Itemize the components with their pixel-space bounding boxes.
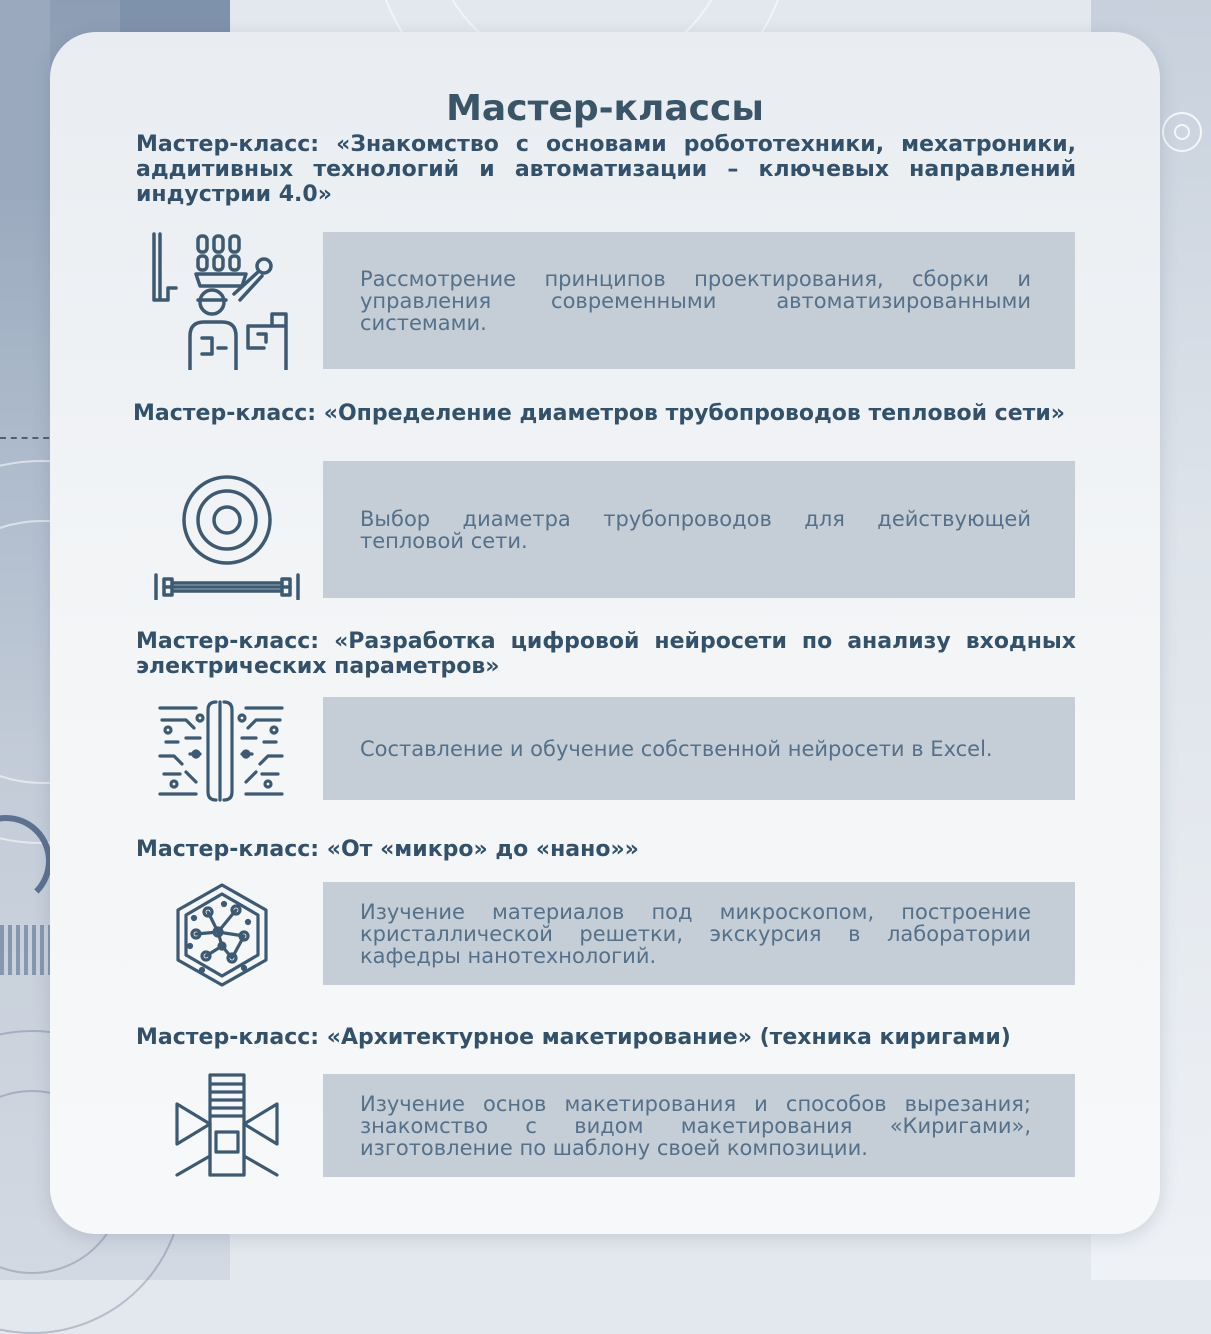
location-pin-icon [1162,112,1202,152]
section-description-box [323,461,1075,598]
page-title: Мастер-классы [446,88,764,129]
section-description-box [323,882,1075,985]
hexagon-network-icon [174,882,270,988]
pipe-cross-section-icon [150,475,305,600]
section-description: Рассмотрение принципов проектирования, сборки и управления современными автоматизированными системами. [360,266,1031,335]
background-block [0,0,50,200]
kirigami-tower-icon [174,1072,280,1178]
master-classes-card [50,32,1160,1234]
section-description: Изучение основ макетирования и способов вырезания; знакомство с видом макетирования «Киригами», изготовление по шаблону своей композиции. [360,1091,1031,1160]
background-grille [0,925,50,975]
section-heading-micro-nano: Мастер-класс: «От «микро» до «нано»» [136,837,639,862]
section-description: Выбор диаметра трубопроводов для действующей тепловой сети. [360,506,1031,553]
section-heading-robotics: Мастер-класс: «Знакомство с основами робототехники, мехатроники, аддитивных технологий и автоматизации – ключевых направлений индустрии 4.0» [136,132,1076,207]
background-block [120,0,230,32]
section-heading-neural-network: Мастер-класс: «Разработка цифровой нейросети по анализу входных электрических параметров» [136,629,1076,679]
section-description-box [323,1074,1075,1177]
section-description: Изучение материалов под микроскопом, построение кристаллической решетки, экскурсия в лаборатории кафедры нанотехнологий. [360,899,1031,968]
section-description-box [323,697,1075,800]
section-heading-kirigami: Мастер-класс: «Архитектурное макетирование» (техника киригами) [136,1025,1011,1050]
section-description-box [323,232,1075,369]
section-description: Составление и обучение собственной нейросети в Excel. [360,736,993,761]
section-heading-pipelines: Мастер-класс: «Определение диаметров трубопроводов тепловой сети» [133,401,1066,426]
robot-arm-icon [146,230,296,370]
circuit-brain-icon [156,698,286,804]
